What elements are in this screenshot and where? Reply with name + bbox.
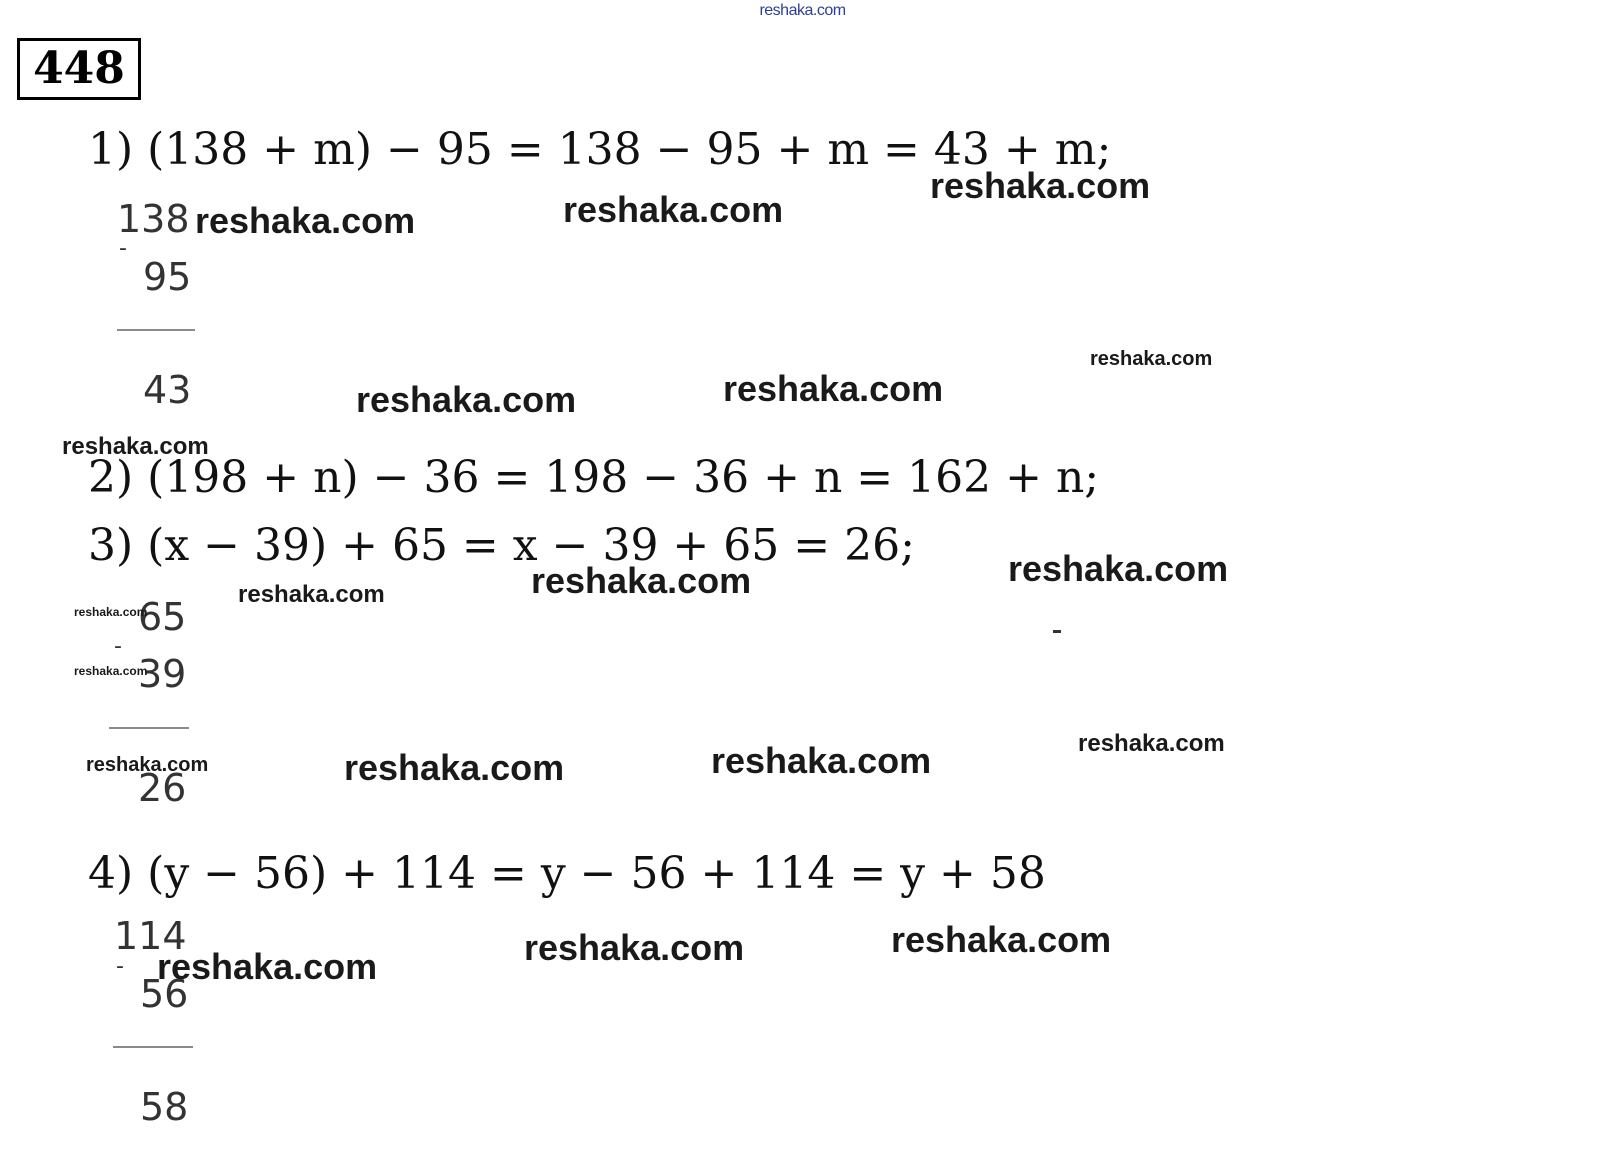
problem-number: 448: [17, 38, 141, 100]
watermark: reshaka.com: [1090, 348, 1213, 370]
column-1-bottom: 95: [143, 255, 192, 299]
watermark: reshaka.com: [531, 560, 752, 601]
equation-1: 1) (138 + m) − 95 = 138 − 95 + m = 43 + m;: [88, 124, 1112, 175]
watermark: reshaka.com: [723, 368, 944, 409]
watermark: reshaka.com: [157, 946, 378, 987]
column-2-top: 65: [138, 595, 187, 639]
column-3-bottom: 56: [140, 972, 189, 1016]
column-1-top: 138: [117, 197, 190, 241]
watermark: reshaka.com: [238, 581, 385, 608]
column-2-line: [109, 727, 189, 729]
watermark: reshaka.com: [1008, 548, 1229, 589]
watermark: reshaka.com: [74, 664, 148, 678]
watermark: reshaka.com: [195, 200, 416, 241]
watermark: reshaka.com: [930, 165, 1151, 206]
column-1-result: 43: [143, 368, 192, 412]
equation-4: 4) (y − 56) + 114 = y − 56 + 114 = y + 58: [88, 848, 1046, 899]
column-3-top: 114: [114, 914, 187, 958]
equation-2: 2) (198 + n) − 36 = 198 − 36 + n = 162 + n;: [88, 452, 1100, 503]
watermark: reshaka.com: [563, 189, 784, 230]
column-2-result: 26: [138, 766, 187, 810]
column-2-sign: -: [114, 634, 122, 659]
equation-3: 3) (x − 39) + 65 = x − 39 + 65 = 26;: [88, 520, 915, 571]
watermark: reshaka.com: [1078, 730, 1225, 757]
site-link[interactable]: reshaka.com: [759, 2, 846, 19]
watermark: reshaka.com: [524, 927, 745, 968]
column-3-sign: -: [116, 954, 124, 979]
watermark: reshaka.com: [344, 747, 565, 788]
watermark: reshaka.com: [62, 433, 209, 460]
watermark: reshaka.com: [891, 919, 1112, 960]
watermark: reshaka.com: [86, 754, 209, 776]
watermark: reshaka.com: [356, 379, 577, 420]
column-1-line: [117, 329, 195, 331]
column-3-result: 58: [140, 1085, 189, 1129]
column-2-bottom: 39: [138, 652, 187, 696]
artifact-mark: [1053, 630, 1061, 633]
column-3-line: [113, 1046, 193, 1048]
watermark: reshaka.com: [711, 740, 932, 781]
column-1-sign: -: [119, 236, 127, 261]
watermark: reshaka.com: [74, 605, 148, 619]
